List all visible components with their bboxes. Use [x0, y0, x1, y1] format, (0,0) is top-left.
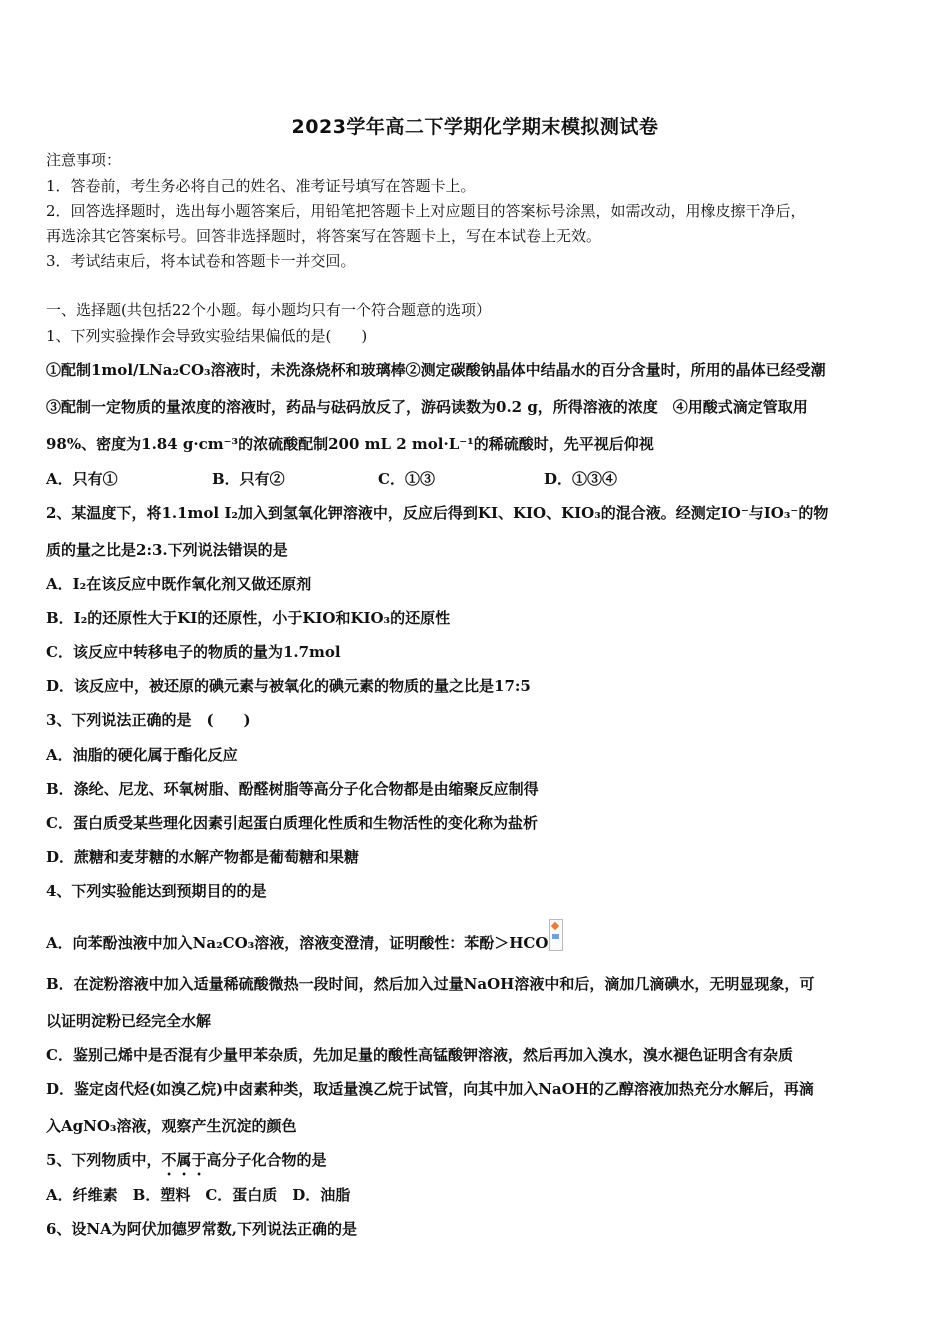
notice-item: 再选涂其它答案标号。回答非选择题时，将答案写在答题卡上，写在本试卷上无效。	[46, 227, 602, 245]
notice-item: 2．回答选择题时，选出每小题答案后，用铅笔把答题卡上对应题目的答案标号涂黑，如需改动，用橡皮擦干净后，	[46, 202, 806, 220]
broken-image-icon	[549, 919, 563, 951]
question-1-line: ①配制1mol/LNa₂CO₃溶液时，未洗涤烧杯和玻璃棒②测定碳酸钠晶体中结晶水的百分含量时，所用的晶体已经受潮	[46, 361, 826, 379]
section-heading: 一、选择题(共包括22个小题。每小题均只有一个符合题意的选项）	[46, 301, 491, 319]
question-1-line: ③配制一定物质的量浓度的溶液时，药品与砝码放反了，游码读数为0.2 g，所得溶液的浓度 ④用酸式滴定管取用	[46, 398, 808, 416]
option-d-continued: 入AgNO₃溶液，观察产生沉淀的颜色	[46, 1117, 297, 1135]
option-b: B．I₂的还原性大于KI的还原性，小于KIO和KIO₃的还原性	[46, 609, 451, 627]
notice-item: 1．答卷前，考生务必将自己的姓名、准考证号填写在答题卡上。	[46, 177, 476, 195]
question-1-stem: 1、下列实验操作会导致实验结果偏低的是( )	[46, 327, 368, 345]
stem-emphasis: 不属于	[161, 1151, 207, 1169]
option-a: A．I₂在该反应中既作氧化剂又做还原剂	[46, 575, 312, 593]
option-c: C．鉴别己烯中是否混有少量甲苯杂质，先加足量的酸性高锰酸钾溶液，然后再加入溴水，溴水褪色证明含有杂质	[46, 1046, 793, 1064]
option-c: C．①③	[378, 470, 435, 488]
option-d: D．①③④	[544, 470, 618, 488]
option-c: C．该反应中转移电子的物质的量为1.7mol	[46, 643, 341, 661]
question-1-line: 98%、密度为1.84 g·cm⁻³的浓硫酸配制200 mL 2 mol·L⁻¹的稀硫酸时，先平视后仰视	[46, 435, 654, 453]
question-2-stem: 质的量之比是2:3.下列说法错误的是	[46, 541, 288, 559]
option-b: B．涤纶、尼龙、环氧树脂、酚醛树脂等高分子化合物都是由缩聚反应制得	[46, 780, 539, 798]
option-a: A．油脂的硬化属于酯化反应	[46, 746, 238, 764]
option-d: D．该反应中，被还原的碘元素与被氧化的碘元素的物质的量之比是17:5	[46, 677, 531, 695]
option-a: A．只有①	[46, 470, 118, 488]
notice-item: 3．考试结束后，将本试卷和答题卡一并交回。	[46, 252, 356, 270]
page-title: 2023学年高二下学期化学期末模拟测试卷	[291, 116, 659, 138]
question-5-stem	[46, 1150, 326, 1179]
option-b-continued: 以证明淀粉已经完全水解	[46, 1012, 212, 1030]
option-a	[46, 927, 563, 959]
option-b: B．只有②	[212, 470, 285, 488]
stem-pre: 5、下列物质中，	[46, 1151, 162, 1169]
option-b: B．在淀粉溶液中加入适量稀硫酸微热一段时间，然后加入过量NaOH溶液中和后，滴加几滴碘水，无明显现象，可	[46, 975, 815, 993]
option-d: D．鉴定卤代烃(如溴乙烷)中卤素种类，取适量溴乙烷于试管，向其中加入NaOH的乙醇溶液加热充分水解后，再滴	[46, 1080, 814, 1098]
option-a-text: A．向苯酚浊液中加入Na₂CO₃溶液，溶液变澄清，证明酸性：苯酚＞HCO	[46, 934, 549, 952]
notice-heading: 注意事项：	[46, 151, 122, 169]
stem-post: 高分子化合物的是	[206, 1151, 327, 1169]
question-5-options: A．纤维素 B．塑料 C．蛋白质 D．油脂	[46, 1186, 351, 1204]
option-c: C．蛋白质受某些理化因素引起蛋白质理化性质和生物活性的变化称为盐析	[46, 814, 538, 832]
question-1-options	[46, 469, 617, 489]
question-6-stem: 6、设NA为阿伏加德罗常数,下列说法正确的是	[46, 1220, 358, 1238]
question-4-stem: 4、下列实验能达到预期目的的是	[46, 882, 267, 900]
option-d: D．蔗糖和麦芽糖的水解产物都是葡萄糖和果糖	[46, 848, 360, 866]
question-3-stem: 3、下列说法正确的是 ( )	[46, 711, 251, 729]
question-2-stem: 2、某温度下，将1.1mol I₂加入到氢氧化钾溶液中，反应后得到KI、KIO、KIO₃的混合液。经测定IO⁻与IO₃⁻的物	[46, 504, 829, 522]
